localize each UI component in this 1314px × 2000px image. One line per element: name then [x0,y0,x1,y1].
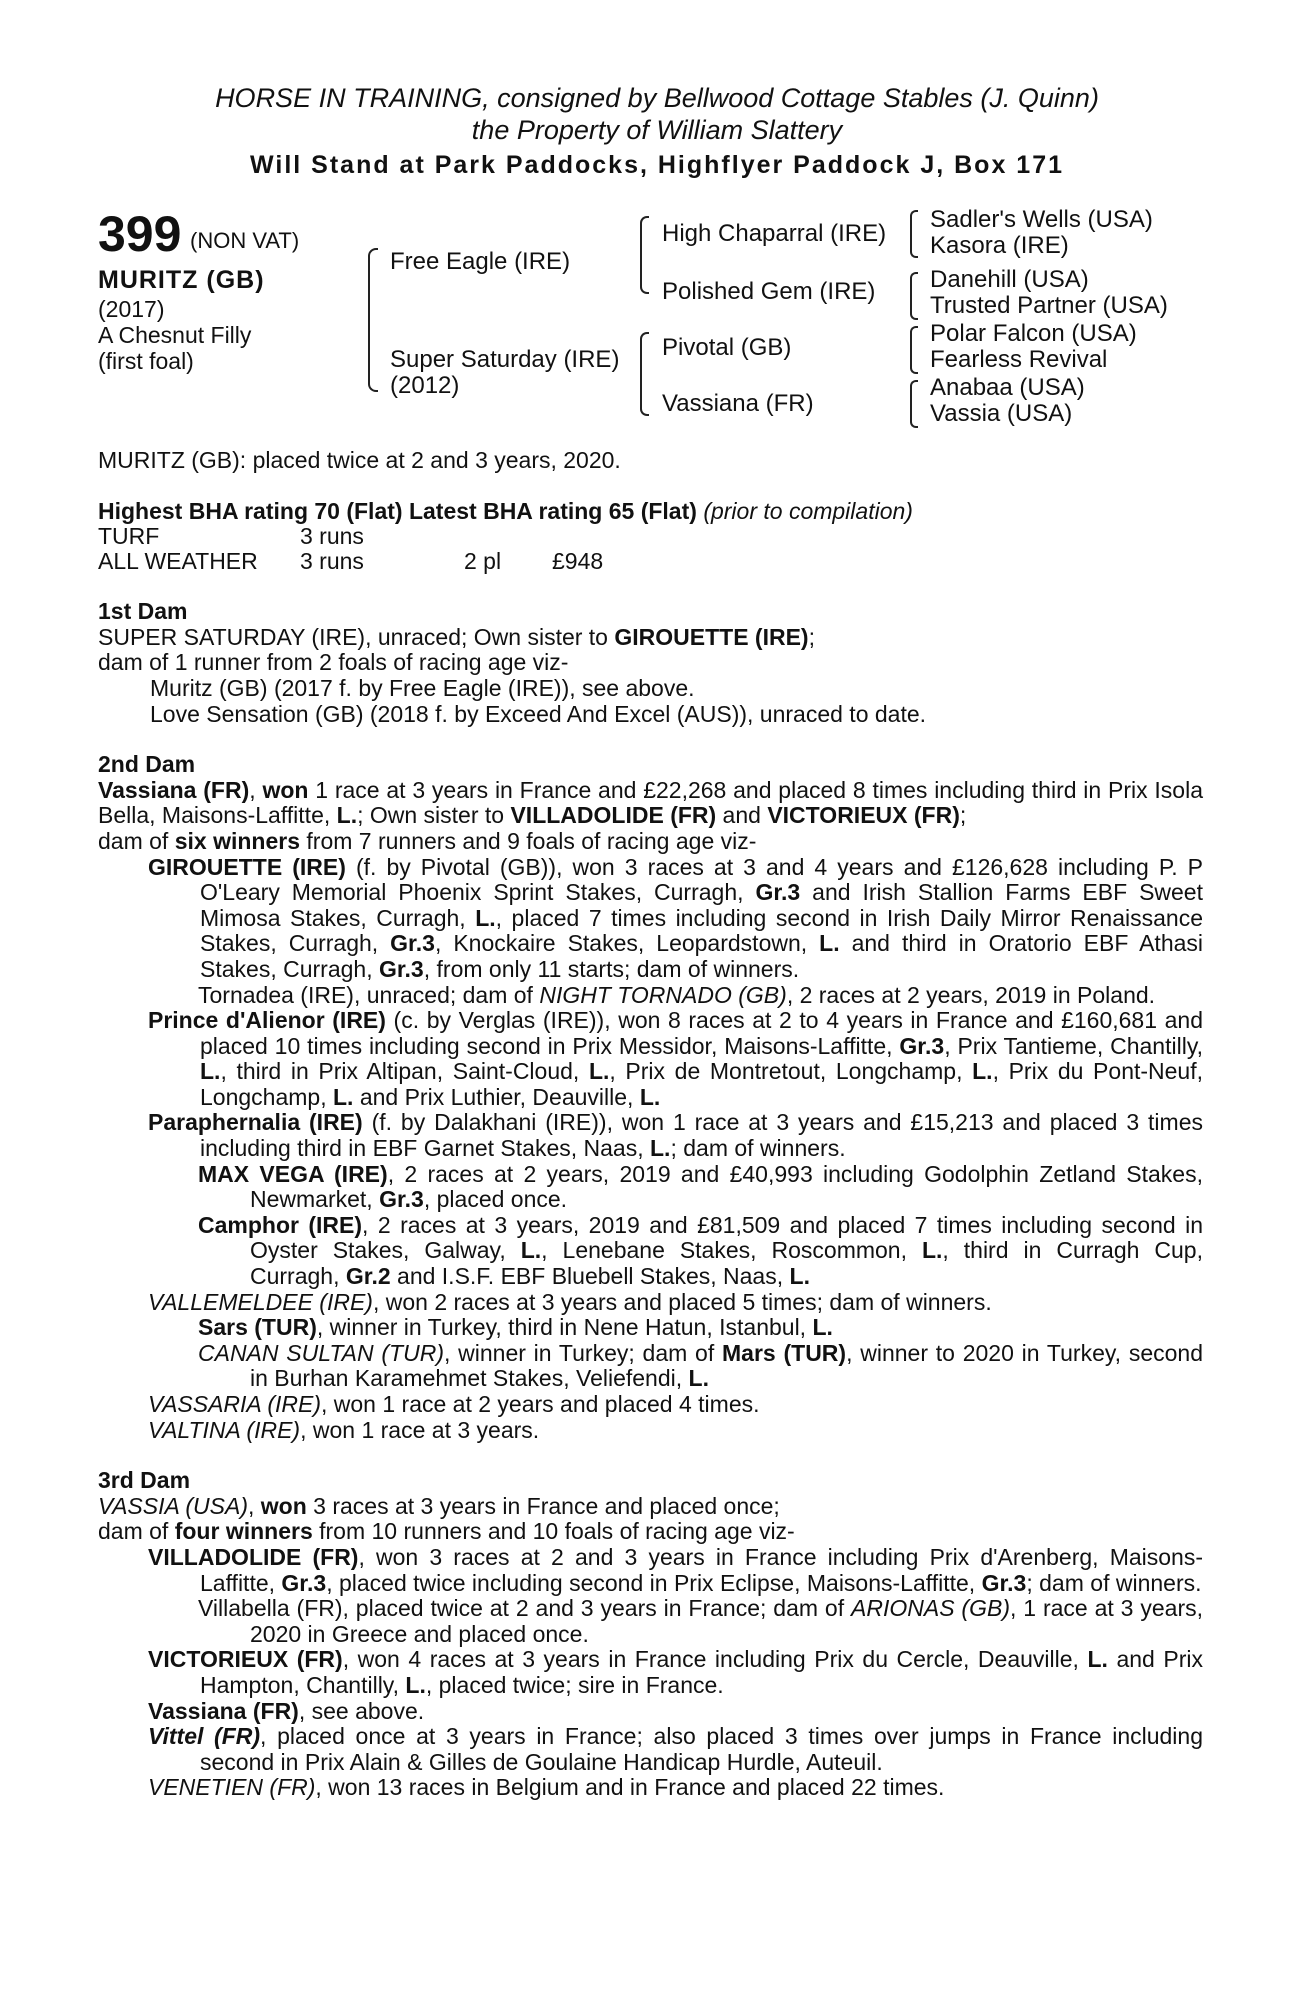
pedigree-dam: Super Saturday (IRE) [390,346,620,373]
pedigree-g6: Fearless Revival [930,346,1108,373]
first-dam-heading: 1st Dam [98,598,188,625]
pedigree-g3: Danehill (USA) [930,266,1089,293]
sire-grand-brace [640,216,649,294]
turf-row: TURF 3 runs [98,523,364,550]
produce-item: Muritz (GB) (2017 f. by Free Eagle (IRE)), see above. [150,674,695,701]
pedigree-g7: Anabaa (USA) [930,374,1085,401]
pedigree-sire-dam: Polished Gem (IRE) [662,278,876,305]
g-brace-4 [910,380,918,428]
pedigree-dam-dam: Vassiana (FR) [662,390,814,417]
pedigree-g5: Polar Falcon (USA) [930,320,1137,347]
produce-item: CANAN SULTAN (TUR), winner in Turkey; dam of Mars (TUR), winner to 2020 in Turkey, second in Burhan Karamehmet Stakes, Veliefendi, L. [198,1339,1203,1392]
produce-item: Tornadea (IRE), unraced; dam of NIGHT TORNADO (GB), 2 races at 2 years, 2019 in Poland. [198,981,1156,1008]
pedigree-g4: Trusted Partner (USA) [930,292,1168,319]
horse-name: MURITZ (GB) [98,266,265,294]
first-dam-line: SUPER SATURDAY (IRE), unraced; Own sister to GIROUETTE (IRE); [98,623,815,650]
rating-line: Highest BHA rating 70 (Flat) Latest BHA rating 65 (Flat) (prior to compilation) [98,497,913,524]
summary: MURITZ (GB): placed twice at 2 and 3 years, 2020. [98,447,621,473]
page-header [0,82,1314,185]
aw-row: ALL WEATHER 3 runs 2 pl £948 [98,548,604,575]
horse-note: (first foal) [98,348,194,374]
horse-year: (2017) [98,296,165,322]
produce-item: MAX VEGA (IRE), 2 races at 2 years, 2019 and £40,993 including Godolphin Zetland Stakes, Newmarket, Gr.3, placed once. [198,1160,1203,1213]
horse-description: A Chesnut Filly [98,322,252,348]
produce-item: Paraphernalia (IRE) (f. by Dalakhani (IRE)), won 1 race at 3 years and £15,213 and placed 3 times including third in EBF Garnet Stakes, Naas, L.; dam of winners. [148,1109,1203,1162]
second-dam-produce: dam of six winners from 7 runners and 9 foals of racing age viz- [98,827,757,854]
lot-number: 399 [98,206,182,262]
pedigree-dam-year: (2012) [390,372,460,399]
pedigree-g2: Kasora (IRE) [930,232,1069,259]
produce-item: Sars (TUR), winner in Turkey, third in Nene Hatun, Istanbul, L. [198,1314,833,1341]
second-dam-heading: 2nd Dam [98,751,196,778]
first-dam-produce: dam of 1 runner from 2 foals of racing age viz- [98,649,569,676]
produce-item: Vittel (FR), placed once at 3 years in France; also placed 3 times over jumps in France including second in Prix Alain & Gilles de Goulaine Handicap Hurdle, Auteuil. [148,1723,1203,1775]
third-dam-heading: 3rd Dam [98,1467,191,1494]
pedigree-g8: Vassia (USA) [930,400,1073,427]
dam-grand-brace [640,332,649,416]
produce-item: VALLEMELDEE (IRE), won 2 races at 3 years and placed 5 times; dam of winners. [148,1288,992,1315]
g-brace-3 [910,326,918,374]
produce-item: Love Sensation (GB) (2018 f. by Exceed And Excel (AUS)), unraced to date. [150,700,927,727]
runs-table [98,524,603,574]
produce-item: GIROUETTE (IRE) (f. by Pivotal (GB)), won 3 races at 3 and 4 years and £126,628 including P. P O'Leary Memorial Phoenix Sprint Stakes, Curragh, Gr.3 and Irish Stallion Farms EBF Sweet Mimosa Stakes, Curragh, L., placed 7 times including second in Irish Daily Mirror Renaissance Stakes, Curragh, Gr.3, Knockaire Stakes, Leopardstown, L. and third in Oratorio EBF Athasi Stakes, Curragh, Gr.3, from only 11 starts; dam of winners. [148,853,1204,982]
third-dam-produce: dam of four winners from 10 runners and 10 foals of racing age viz- [98,1518,795,1545]
g-brace-2 [910,272,918,320]
consignor-line: HORSE IN TRAINING, consigned by Bellwood Cottage Stables (J. Quinn) [215,83,1099,113]
body-text [98,448,1203,1801]
produce-item: Prince d'Alienor (IRE) (c. by Verglas (IRE)), won 8 races at 2 to 4 years in France and £160,681 and placed 10 times including second in Prix Messidor, Maisons-Laffitte, Gr.3, Prix Tantieme, Chantilly, L., third in Prix Altipan, Saint-Cloud, L., Prix de Montretout, Longchamp, L., Prix du Pont-Neuf, Longchamp, L. and Prix Luthier, Deauville, L. [148,1007,1204,1110]
pedigree-dam-sire: Pivotal (GB) [662,334,792,361]
third-dam-line: VASSIA (USA), won 3 races at 3 years in France and placed once; [98,1492,780,1519]
produce-item: Vassiana (FR), see above. [148,1697,425,1724]
sire-dam-brace [368,248,378,392]
produce-item: VENETIEN (FR), won 13 races in Belgium and in France and placed 22 times. [148,1774,945,1801]
stand-line: Will Stand at Park Paddocks, Highflyer Paddock J, Box 171 [250,151,1064,179]
produce-item: VICTORIEUX (FR), won 4 races at 3 years in France including Prix du Cercle, Deauville, L. and Prix Hampton, Chantilly, L., placed twice; sire in France. [148,1646,1203,1698]
pedigree-sire: Free Eagle (IRE) [390,248,571,275]
pedigree-g1: Sadler's Wells (USA) [930,206,1153,233]
produce-item: Camphor (IRE), 2 races at 3 years, 2019 and £81,509 and placed 7 times including second in Oyster Stakes, Galway, L., Lenebane Stakes, Roscommon, L., third in Curragh Cup, Curragh, Gr.2 and I.S.F. EBF Bluebell Stakes, Naas, L. [198,1211,1203,1290]
produce-item: VASSARIA (IRE), won 1 race at 2 years and placed 4 times. [148,1391,760,1417]
produce-item: Villabella (FR), placed twice at 2 and 3 years in France; dam of ARIONAS (GB), 1 race at 3 years, 2020 in Greece and placed once. [198,1595,1203,1647]
pedigree-sire-sire: High Chaparral (IRE) [662,220,887,247]
produce-item: VILLADOLIDE (FR), won 3 races at 2 and 3 years in France including Prix d'Arenberg, Maisons-Laffitte, Gr.3, placed twice including second in Prix Eclipse, Maisons-Laffitte, Gr.3; dam of winners. [148,1543,1203,1596]
g-brace-1 [910,210,918,258]
second-dam-line: Vassiana (FR), won 1 race at 3 years in France and £22,268 and placed 8 times including third in Prix Isola Bella, Maisons-Laffitte, L.; Own sister to VILLADOLIDE (FR) and VICTORIEUX (FR); [98,776,1203,829]
vat-status: (NON VAT) [190,228,300,253]
produce-item: VALTINA (IRE), won 1 race at 3 years. [148,1416,540,1443]
owner-line: the Property of William Slattery [471,115,843,145]
